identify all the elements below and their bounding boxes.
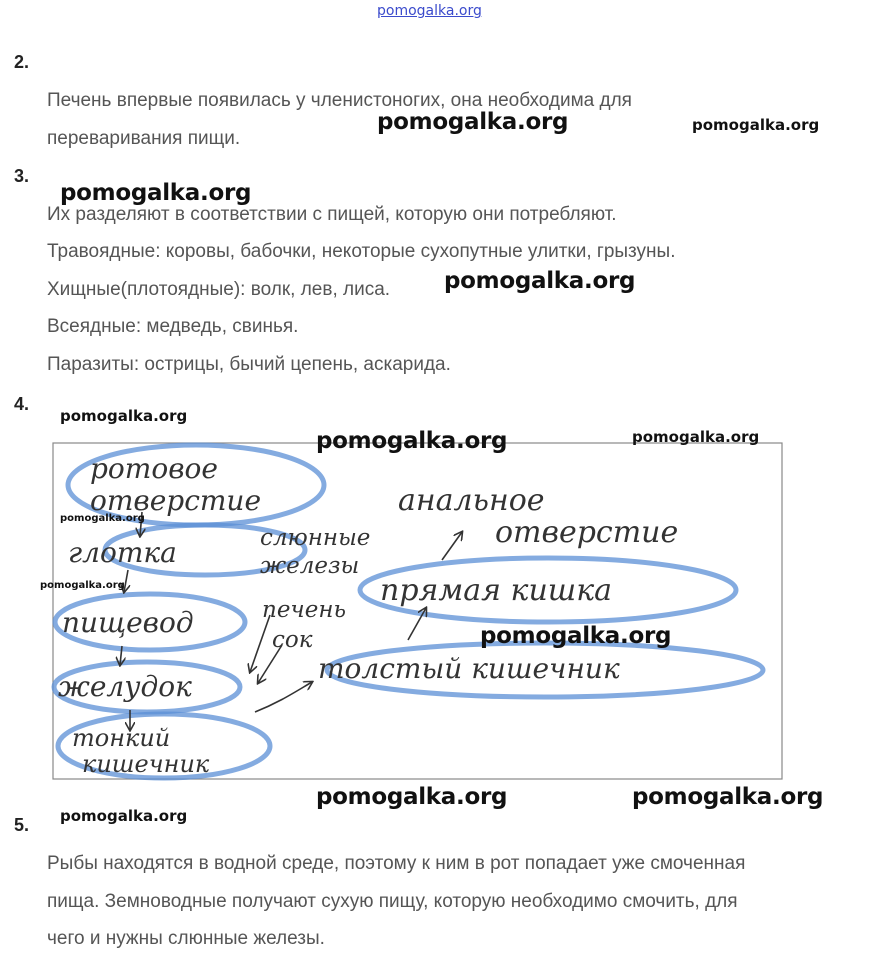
watermark: pomogalka.org [632, 784, 824, 810]
watermark: pomogalka.org [692, 116, 820, 134]
answer-3-line-5: Паразиты: острицы, бычий цепень, аскарида. [47, 354, 451, 375]
label-stomach: желудок [58, 670, 192, 703]
label-esophagus: пищевод [62, 606, 194, 639]
watermark: pomogalka.org [444, 268, 636, 294]
label-small-intestine-1: тонкий [72, 724, 171, 752]
label-salivary-2: железы [260, 553, 360, 579]
watermark: pomogalka.org [316, 784, 508, 810]
answer-number-5: 5. [14, 815, 30, 835]
answer-2-line-1: Печень впервые появилась у членистоногих, она необходима для [47, 90, 632, 111]
label-anus-1: анальное [398, 483, 545, 518]
watermark: pomogalka.org [632, 428, 760, 446]
watermark: pomogalka.org [60, 407, 188, 425]
answer-5-line-2: пища. Земноводные получают сухую пищу, которую необходимо смочить, для [47, 891, 738, 912]
label-mouth-2: отверстие [90, 484, 262, 517]
label-anus-2: отверстие [495, 515, 679, 550]
answer-3-line-4: Всеядные: медведь, свинья. [47, 316, 299, 337]
digestive-system-diagram [50, 440, 785, 782]
label-mouth-1: ротовое [90, 452, 218, 485]
watermark: pomogalka.org [60, 180, 252, 206]
answer-3-line-1: Их разделяют в соответствии с пищей, которую они потребляют. [47, 204, 617, 225]
label-pharynx: глотка [68, 536, 177, 569]
label-liver-1: печень [262, 597, 347, 623]
watermark: pomogalka.org [480, 623, 672, 649]
answer-5-line-1: Рыбы находятся в водной среде, поэтому к ним в рот попадает уже смоченная [47, 853, 746, 874]
answer-number-3: 3. [14, 166, 30, 186]
answer-number-4: 4. [14, 394, 30, 414]
answer-3-line-3: Хищные(плотоядные): волк, лев, лиса. [47, 279, 391, 300]
label-small-intestine-2: кишечник [82, 750, 210, 778]
watermark: pomogalka.org [316, 428, 508, 454]
label-salivary-1: слюнные [260, 525, 371, 551]
watermark: pomogalka.org [40, 580, 125, 591]
watermark: pomogalka.org [60, 807, 188, 825]
label-rectum: прямая кишка [380, 573, 613, 608]
watermark: pomogalka.org [377, 109, 569, 135]
watermark: pomogalka.org [60, 513, 145, 524]
answer-number-2: 2. [14, 52, 30, 72]
label-liver-2: сок [272, 627, 313, 653]
answer-2-line-2: переваривания пищи. [47, 128, 241, 149]
answer-3-line-2: Травоядные: коровы, бабочки, некоторые сухопутные улитки, грызуны. [47, 241, 676, 262]
site-link[interactable]: pomogalka.org [377, 3, 482, 19]
label-large-intestine: толстый кишечник [318, 652, 620, 685]
answer-5-line-3: чего и нужны слюнные железы. [47, 928, 325, 949]
